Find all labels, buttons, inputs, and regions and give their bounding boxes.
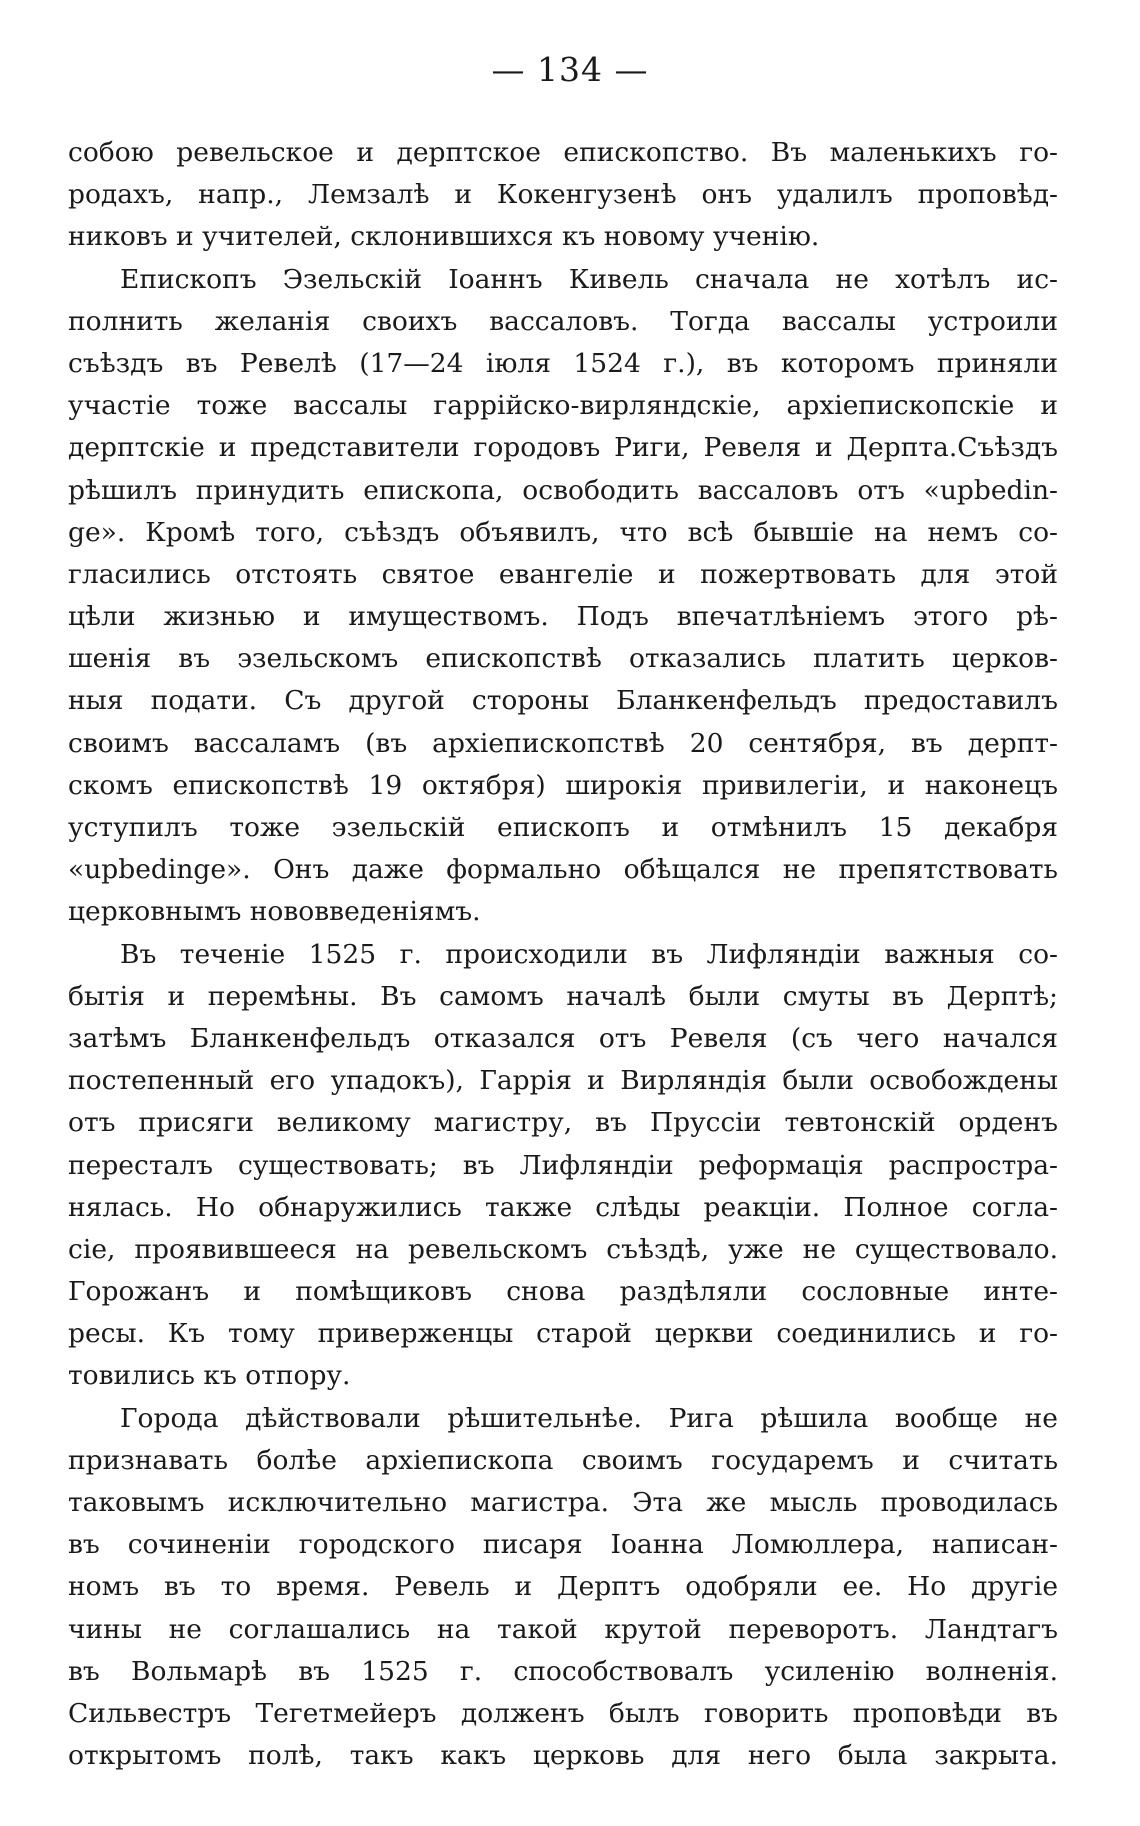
text-line: цѣли жизнью и имуществомъ. Подъ впечатлѣніемъ этого рѣ- (68, 601, 1058, 633)
paragraph-1 (68, 132, 1058, 259)
text-line: участіе тоже вассалы гаррійско-вирляндскіе, архіепископскіе и (68, 390, 1058, 422)
text-line: таковымъ исключительно магистра. Эта же мысль проводилась (68, 1487, 1058, 1518)
text-line: Епископъ Эзельскій Іоаннъ Кивель сначала не хотѣлъ ис- (120, 263, 1058, 295)
paragraph-3 (68, 934, 1058, 1398)
text-line: ресы. Къ тому приверженцы старой церкви соединились и го- (68, 1318, 1058, 1350)
text-line: шенія въ эзельскомъ епископствѣ отказались платить церков- (68, 643, 1058, 675)
text-line: ныя подати. Съ другой стороны Бланкенфельдъ предоставилъ (68, 685, 1058, 717)
text-line: «upbedinge». Онъ даже формально обѣщался не препятствовать (68, 854, 1058, 886)
text-line: сіе, проявившееся на ревельскомъ съѣздѣ, уже не существовало. (68, 1233, 1058, 1265)
text-line: никовъ и учителей, склонившихся къ новому ученію. (68, 221, 820, 253)
text-line: скомъ епископствѣ 19 октября) широкія привилегіи, и наконецъ (68, 769, 1058, 801)
text-line: церковнымъ нововведеніямъ. (68, 896, 481, 928)
text-line: ge». Кромѣ того, съѣздъ объявилъ, что всѣ бывшіе на немъ со- (68, 516, 1058, 548)
text-line: въ Вольмарѣ въ 1525 г. способствовалъ усиленію волненія. (68, 1655, 1058, 1687)
text-line: уступилъ тоже эзельскій епископъ и отмѣнилъ 15 декабря (68, 812, 1058, 843)
text-line: Въ теченіе 1525 г. происходили въ Лифляндіи важныя со- (120, 938, 1058, 970)
text-line: отъ присяги великому магистру, въ Пруссіи тевтонскій орденъ (68, 1107, 1058, 1139)
text-line: Города дѣйствовали рѣшительнѣе. Рига рѣшила вообще не (120, 1402, 1058, 1434)
text-line: бытія и перемѣны. Въ самомъ началѣ были смуты въ Дерптѣ; (68, 980, 1058, 1012)
paragraph-4 (68, 1398, 1058, 1778)
text-line: родахъ, напр., Лемзалѣ и Кокенгузенѣ онъ удалилъ проповѣд- (68, 179, 1058, 211)
text-line: Горожанъ и помѣщиковъ снова раздѣляли сословные инте- (68, 1276, 1058, 1308)
text-line: затѣмъ Бланкенфельдъ отказался отъ Ревеля (съ чего начался (68, 1022, 1058, 1054)
text-line: номъ въ то время. Ревель и Дерптъ одобряли ее. Но другіе (68, 1571, 1058, 1603)
text-line: товились къ отпору. (68, 1360, 351, 1392)
page-number: — 134 — (491, 50, 649, 89)
text-line: своимъ вассаламъ (въ архіепископствѣ 20 сентября, въ дерпт- (68, 727, 1058, 759)
text-line: пересталъ существовать; въ Лифляндіи реформація распростра- (68, 1149, 1058, 1181)
text-line: въ сочиненіи городского писаря Іоанна Ломюллера, написан- (68, 1529, 1058, 1561)
text-line: признавать болѣе архіепископа своимъ государемъ и считать (68, 1444, 1058, 1476)
text-line: гласились отстоять святое евангеліе и пожертвовать для этой (68, 558, 1058, 590)
text-line: Сильвестръ Тегетмейеръ долженъ былъ говорить проповѣди въ (68, 1697, 1058, 1729)
text-line: чины не соглашались на такой крутой переворотъ. Ландтагъ (68, 1613, 1058, 1645)
paragraph-2 (68, 259, 1058, 934)
text-line: постепенный его упадокъ), Гаррія и Вирляндія были освобождены (68, 1065, 1058, 1097)
text-line: рѣшилъ принудить епископа, освободить вассаловъ отъ «upbedin- (68, 474, 1058, 506)
text-line: съѣздъ въ Ревелѣ (17—24 іюля 1524 г.), въ которомъ приняли (68, 347, 1058, 379)
body-text (68, 132, 1058, 1777)
text-line: нялась. Но обнаружились также слѣды реакціи. Полное согла- (68, 1191, 1058, 1223)
text-line: открытомъ полѣ, такъ какъ церковь для него была закрыта. (68, 1740, 1058, 1772)
text-line: полнить желанія своихъ вассаловъ. Тогда вассалы устроили (68, 305, 1058, 337)
text-line: собою ревельское и дерптское епископство. Въ маленькихъ го- (68, 137, 1058, 168)
text-line: дерптскіе и представители городовъ Риги, Ревеля и Дерпта.Съѣздъ (68, 432, 1058, 464)
